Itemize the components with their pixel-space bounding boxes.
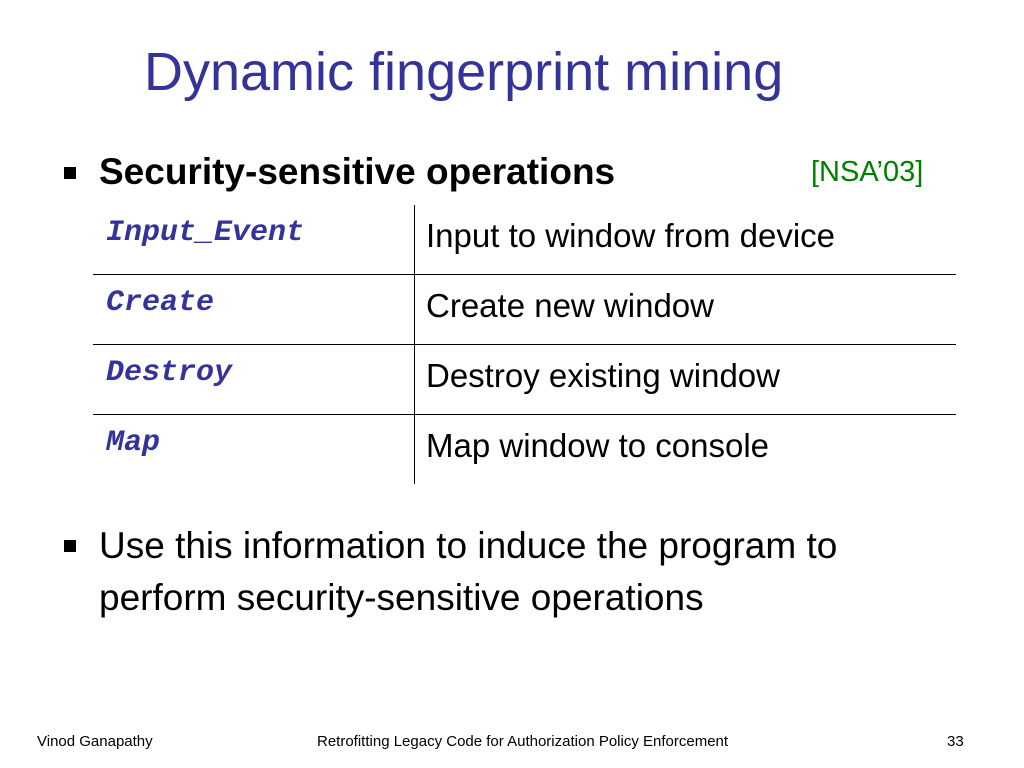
footer-page-number: 33	[947, 733, 964, 750]
table-row	[93, 275, 956, 345]
operation-description: Input to window from device	[426, 217, 836, 254]
slide-title: Dynamic fingerprint mining	[144, 42, 784, 102]
operation-description: Create new window	[415, 275, 957, 345]
square-bullet-icon	[64, 167, 76, 179]
citation: [NSA’03]	[811, 156, 924, 188]
table-row	[93, 415, 956, 485]
footer-talk-title: Retrofitting Legacy Code for Authorization Policy Enforcement	[317, 733, 729, 750]
table-row	[93, 205, 956, 275]
footer-author: Vinod Ganapathy	[37, 733, 153, 750]
operations-table	[93, 205, 956, 484]
bullet-1-text: Security-sensitive operations	[99, 151, 616, 192]
operation-name: Map	[93, 415, 415, 485]
operation-name: Destroy	[93, 345, 415, 415]
operation-description: Map window to console	[415, 415, 957, 485]
table-row	[93, 345, 956, 415]
square-bullet-icon	[64, 540, 76, 552]
bullet-2-text: Use this information to induce the program to perform security-sensitive operations	[99, 525, 838, 618]
operation-description: Destroy existing window	[415, 345, 957, 415]
operation-name: Input_Event	[93, 205, 415, 275]
operation-name: Create	[93, 275, 415, 345]
bullet-use-this-information	[64, 520, 964, 624]
